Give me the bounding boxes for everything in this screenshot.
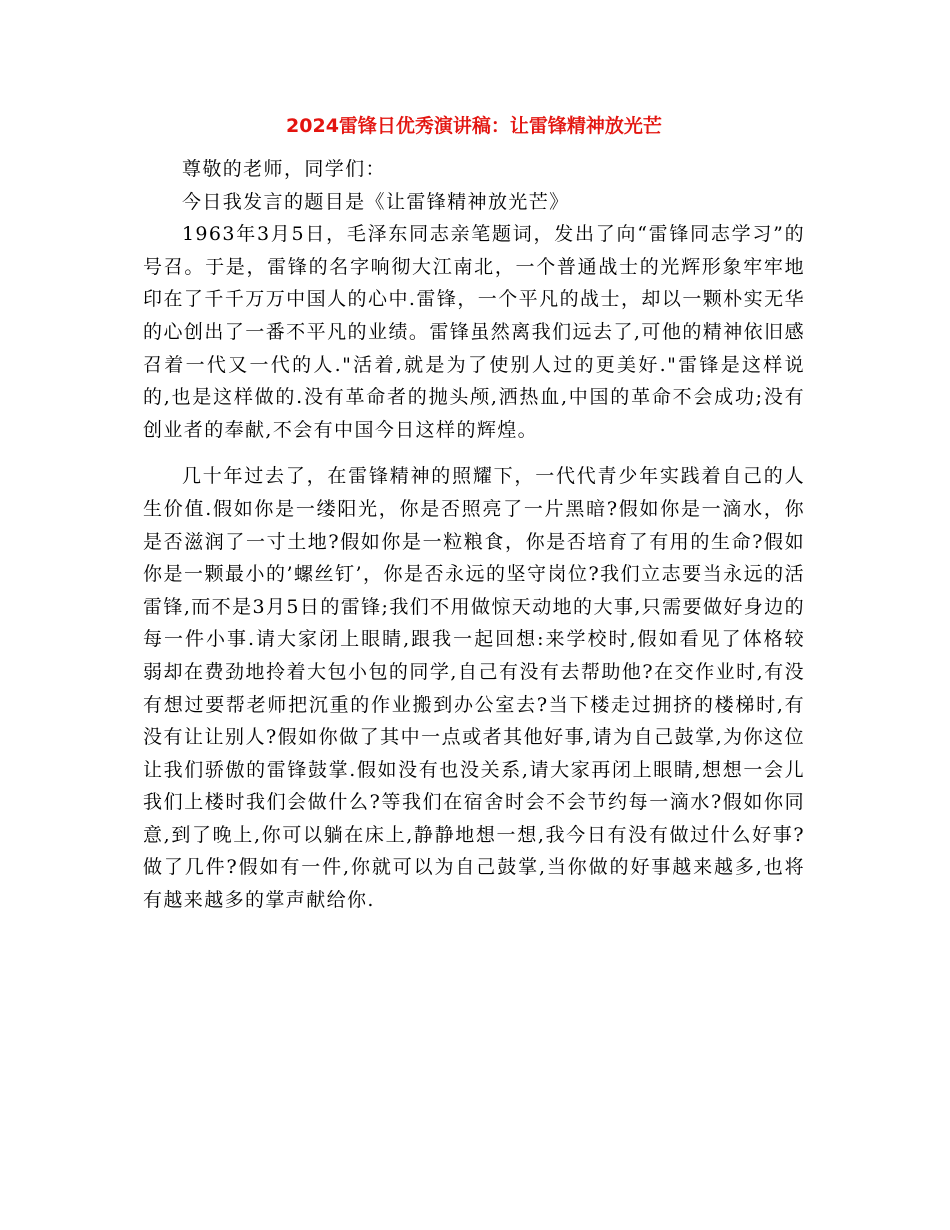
document-title: 2024雷锋日优秀演讲稿：让雷锋精神放光芒 bbox=[286, 115, 662, 137]
paragraph-history: 1963年3月5日，毛泽东同志亲笔题词，发出了向“雷锋同志学习”的号召。于是，雷锋的名字响彻大江南北，一个普通战士的光辉形象牢牢地印在了千千万万中国人的心中.雷锋，一个平凡的战士，却以一颗朴实无华的心创出了一番不平凡的业绩。雷锋虽然离我们远去了,可他的精神依旧感召着一代又一代的人."活着,就是为了使别人过的更美好."雷锋是这样说的,也是这样做的.没有革命者的抛头颅,洒热血,中国的革命不会成功;没有创业者的奉献,不会有中国今日这样的辉煌。 bbox=[143, 223, 805, 441]
document-page bbox=[143, 112, 805, 917]
paragraph-reflection: 几十年过去了，在雷锋精神的照耀下，一代代青少年实践着自己的人生价值.假如你是一缕阳光，你是否照亮了一片黑暗?假如你是一滴水，你是否滋润了一寸土地?假如你是一粒粮食，你是否培育了有用的生命?假如你是一颗最小的’螺丝钉’，你是否永远的坚守岗位?我们立志要当永远的活雷锋,而不是3月5日的雷锋;我们不用做惊天动地的大事,只需要做好身边的每一件小事.请大家闭上眼睛,跟我一起回想:来学校时,假如看见了体格较弱却在费劲地拎着大包小包的同学,自己有没有去帮助他?在交作业时,有没有想过要帮老师把沉重的作业搬到办公室去?当下楼走过拥挤的楼梯时,有没有让让别人?假如你做了其中一点或者其他好事,请为自己鼓掌,为你这位让我们骄傲的雷锋鼓掌.假如没有也没关系,请大家再闭上眼睛,想想一会儿我们上楼时我们会做什么?等我们在宿舍时会不会节约每一滴水?假如你同意,到了晚上,你可以躺在床上,静静地想一想,我今日有没有做过什么好事?做了几件?假如有一件,你就可以为自己鼓掌,当你做的好事越来越多,也将有越来越多的掌声献给你. bbox=[143, 465, 805, 912]
paragraph-topic: 今日我发言的题目是《让雷锋精神放光芒》 bbox=[181, 190, 570, 213]
paragraph-greeting: 尊敬的老师，同学们： bbox=[181, 158, 386, 180]
